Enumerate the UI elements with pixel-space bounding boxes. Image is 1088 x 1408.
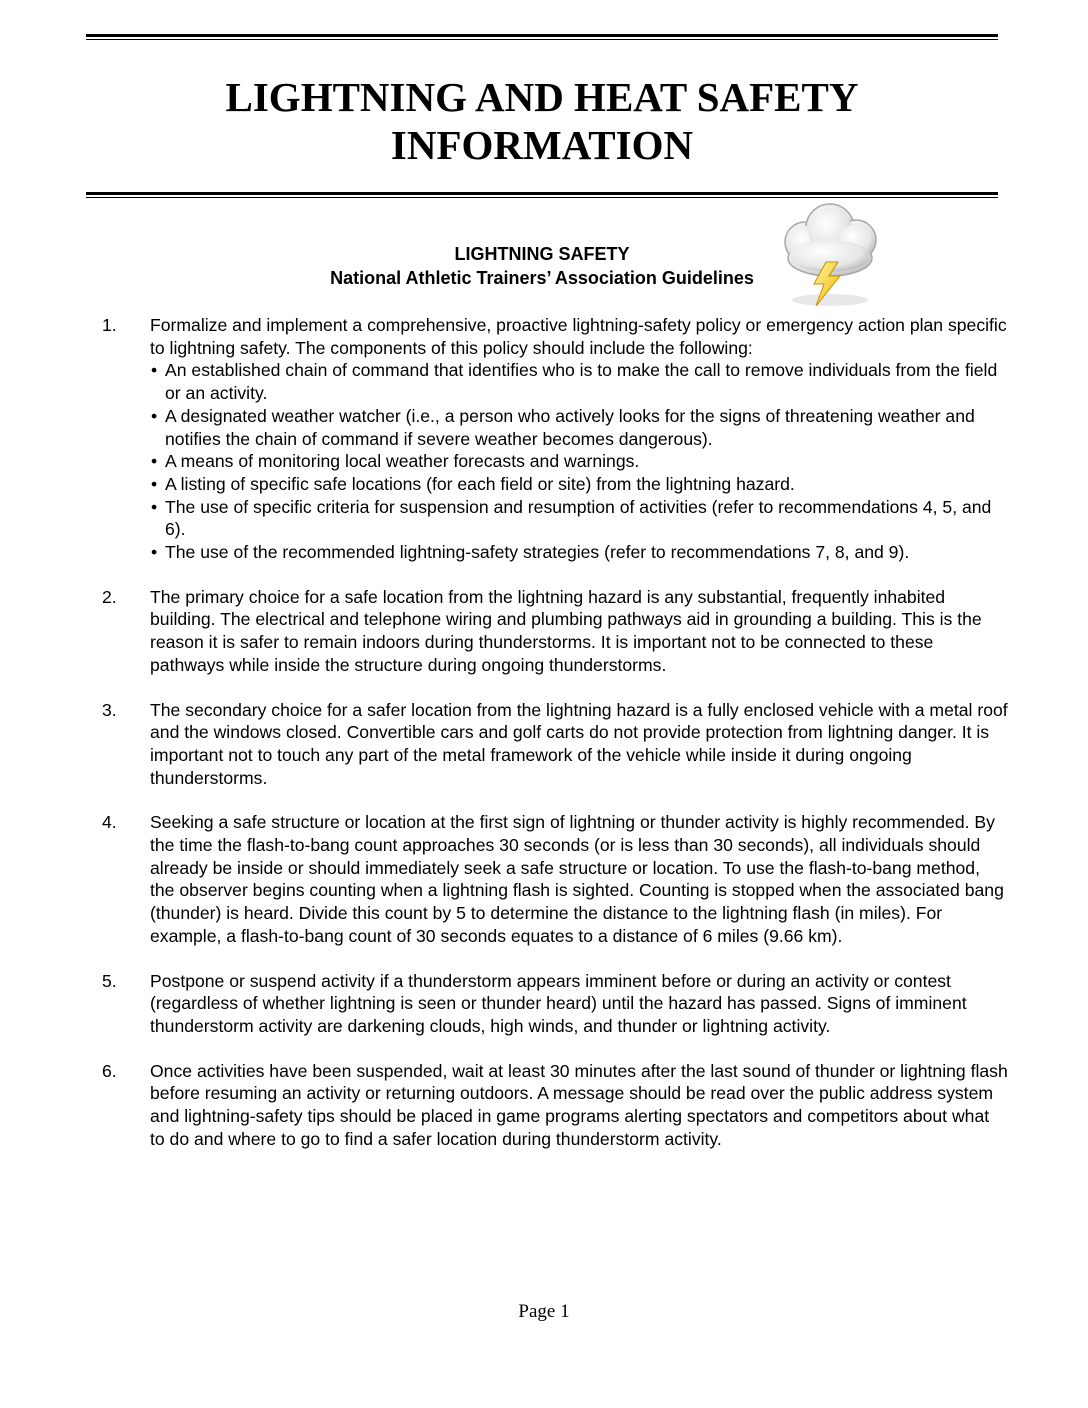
section-subtitle: National Athletic Trainers’ Association Guidelines (330, 268, 754, 288)
title-line-1: LIGHTNING AND HEAT SAFETY (225, 74, 859, 120)
bullet-item: • The use of the recommended lightning-safety strategies (refer to recommendations 7, 8, and 9). (150, 541, 1008, 564)
item-number: 5. (102, 970, 117, 991)
list-item (0, 314, 1088, 564)
item-number: 6. (102, 1060, 117, 1081)
item-text: Postpone or suspend activity if a thunderstorm appears imminent before or during an activity or contest (regardless of whether lightning is seen or thunder heard) until the hazard has passed. Signs of imminent thunderstorm activity are darkening clouds, high winds, and thunder or lightning activity. (150, 970, 967, 1036)
section-title: LIGHTNING SAFETY (454, 244, 630, 264)
list-item (0, 970, 1088, 1038)
list-item (0, 1060, 1088, 1151)
item-text: Seeking a safe structure or location at the first sign of lightning or thunder activity is highly recommended. By the time the flash-to-bang count approaches 30 seconds (or is less than 30 seconds), all individuals should already be inside or should immediately seek a safe structure or location. To use the flash-to-bang method, the observer begins counting when a lightning flash is sighted. Counting is stopped when the associated bang (thunder) is heard. Divide this count by 5 to determine the distance to the lightning flash (in miles). For example, a flash-to-bang count of 30 seconds equates to a distance of 6 miles (9.66 km). (150, 812, 1004, 946)
top-double-rule (86, 34, 998, 40)
bullet-item: • A means of monitoring local weather forecasts and warnings. (150, 450, 1008, 473)
item-text: Once activities have been suspended, wait at least 30 minutes after the last sound of thunder or lightning flash before resuming an activity or returning outdoors. A message should be read over the public address system and lightning-safety tips should be placed in game programs alerting spectators and competitors about what to do and where to go to find a safer location during thunderstorm activity. (150, 1060, 1008, 1149)
bullet-item: • An established chain of command that identifies who is to make the call to remove individuals from the field or an activity. (150, 359, 1008, 404)
guidelines-list (0, 314, 1088, 1173)
item-text: The primary choice for a safe location from the lightning hazard is any substantial, frequently inhabited building. The electrical and telephone wiring and plumbing pathways aid in grounding a building. This is the reason it is safer to remain indoors during thunderstorms. It is important not to be connected to these pathways while inside the structure during ongoing thunderstorms. (150, 586, 982, 675)
bottom-double-rule (86, 192, 998, 198)
bullet-item: • A designated weather watcher (i.e., a person who actively looks for the signs of threatening weather and notifies the chain of command if severe weather becomes dangerous). (150, 405, 1008, 450)
thundercloud-icon (778, 200, 882, 310)
bullet-item: • A listing of specific safe locations (for each field or site) from the lightning hazard. (150, 473, 1008, 496)
item-number: 3. (102, 699, 117, 720)
bullet-item: • The use of specific criteria for suspension and resumption of activities (refer to recommendations 4, 5, and 6). (150, 496, 1008, 541)
list-item (0, 699, 1088, 790)
list-item (0, 586, 1088, 677)
list-item (0, 811, 1088, 947)
item-number: 2. (102, 586, 117, 607)
page-number: Page 1 (518, 1301, 570, 1322)
item-text: The secondary choice for a safer location from the lightning hazard is a fully enclosed vehicle with a metal roof and the windows closed. Convertible cars and golf carts do not provide protection from lightning danger. It is important not to touch any part of the metal framework of the vehicle while inside it during ongoing thunderstorms. (150, 699, 1008, 788)
document-title (86, 73, 998, 169)
item-number: 1. (102, 315, 117, 335)
item-text: Formalize and implement a comprehensive, proactive lightning-safety policy or emergency action plan specific to lightning safety. The components of this policy should include the following: (150, 315, 1007, 358)
item-number: 4. (102, 812, 117, 833)
bullet-list (150, 359, 1008, 563)
title-line-2: INFORMATION (390, 122, 694, 168)
